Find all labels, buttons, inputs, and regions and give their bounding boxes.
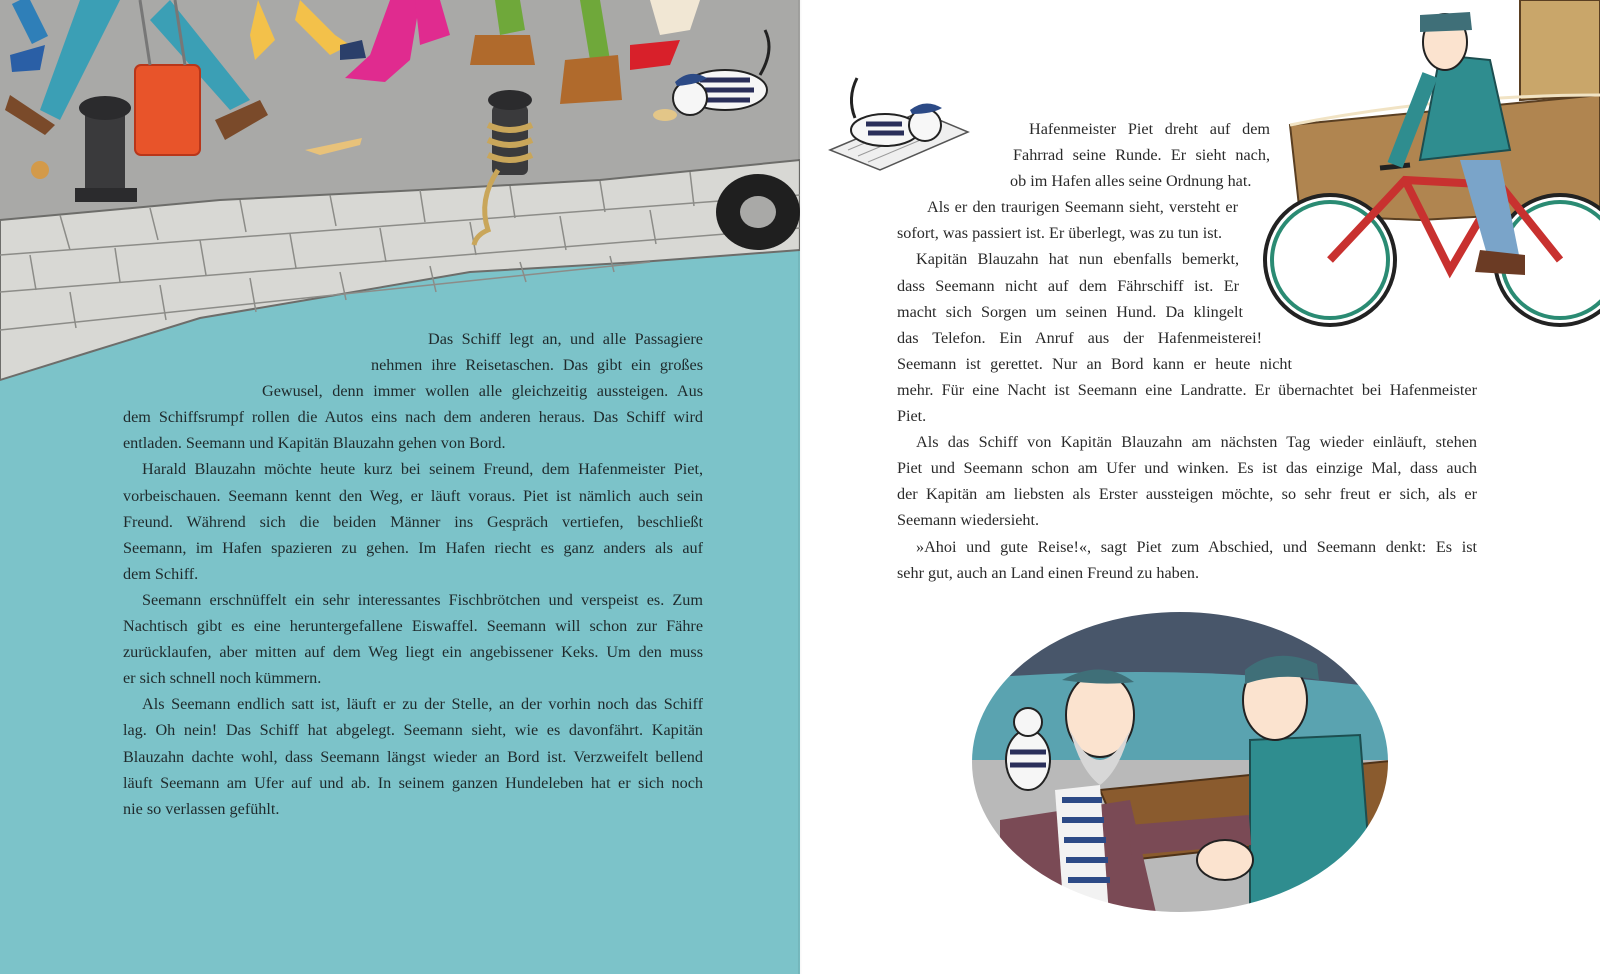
text-line: er sich schnell noch kümmern. (123, 669, 322, 688)
paragraph-4 (897, 429, 1477, 533)
text-line: das Telefon. Ein Anruf aus der Hafenmeisterei! (897, 328, 1262, 347)
text-line: Als er den traurigen Seemann sieht, versteht er (927, 198, 1238, 217)
text-line: Harald Blauzahn möchte heute kurz bei seinem Freund, dem Hafenmeister Piet, (142, 460, 703, 479)
text-line: lag. Oh nein! Das Schiff hat abgelegt. Seemann sieht, wie es davonfährt. Kapitän (123, 721, 703, 740)
text-line: nehmen ihre Reisetaschen. Das gibt ein großes (371, 356, 703, 375)
text-line: dem Schiff. (123, 564, 199, 583)
text-line: Seemann ist gerettet. Nur an Bord kann er heute nicht (897, 354, 1292, 373)
paragraph-4 (123, 691, 703, 821)
text-line: Seemann, im Hafen spazieren zu gehen. Im Hafen riecht es ganz anders als auf (123, 538, 703, 557)
text-line: mehr. Für eine Nacht ist Seemann eine Landratte. Er übernachtet bei Hafenmeister (897, 380, 1477, 399)
text-line: Als Seemann endlich satt ist, läuft er zu der Stelle, an der vorhin noch das Schiff (142, 695, 703, 714)
paragraph-1 (897, 116, 1477, 194)
text-line: der Kapitän am liebsten als Erster aussteigen möchte, so sehr freut er sich, als er (897, 485, 1477, 504)
text-line: Seemann wiedersieht. (897, 511, 1040, 530)
text-line: Blauzahn dachte wohl, dass Seemann längst wieder an Bord ist. Verzweifelt bellend (123, 747, 703, 766)
text-line: »Ahoi und gute Reise!«, sagt Piet zum Abschied, und Seemann denkt: Es ist (916, 537, 1477, 556)
text-line: Als das Schiff von Kapitän Blauzahn am nächsten Tag wieder einläuft, stehen (916, 433, 1477, 452)
paragraph-3 (897, 246, 1477, 429)
text-line: Gewusel, denn immer wollen alle gleichzeitig aussteigen. Aus (262, 382, 703, 401)
text-line: vorbeischauen. Seemann kennt den Weg, er läuft voraus. Piet ist nämlich auch sein (123, 486, 703, 505)
story-text-right (897, 116, 1477, 586)
text-line: Fahrrad seine Runde. Er sieht nach, (1013, 146, 1270, 165)
text-line: macht sich Sorgen um seinen Hund. Da klingelt (897, 302, 1243, 321)
text-line: Nachtisch gibt es eine heruntergefallene Eiswaffel. Seemann will schon zur Fähre (123, 617, 703, 636)
paragraph-5 (897, 534, 1477, 586)
text-line: Das Schiff legt an, und alle Passagiere (428, 330, 703, 348)
text-line: Piet. (897, 407, 927, 426)
paragraph-2 (123, 456, 703, 586)
book-gutter (798, 0, 802, 974)
text-line: sehr gut, auch an Land einen Freund zu haben. (897, 563, 1200, 582)
fender-tyre (716, 174, 800, 250)
text-line: zurücklaufen, aber mitten auf dem Weg liegt ein angebissener Keks. Um den muss (123, 643, 703, 662)
text-line: Hafenmeister Piet dreht auf dem (1029, 120, 1270, 138)
text-line: sofort, was passiert ist. Er überlegt, was zu tun ist. (897, 224, 1223, 243)
text-line: ob im Hafen alles seine Ordnung hat. (1010, 172, 1252, 191)
text-line: Seemann erschnüffelt ein sehr interessantes Fischbrötchen und verspeist es. Zum (142, 590, 703, 609)
paragraph-2 (897, 194, 1477, 246)
text-line: dass Seemann nicht auf dem Fährschiff ist. Er (897, 276, 1239, 295)
text-line: dem Schiffsrumpf rollen die Autos eins nach dem anderen heraus. Das Schiff wird (123, 408, 703, 427)
text-line: entladen. Seemann und Kapitän Blauzahn gehen von Bord. (123, 434, 506, 453)
text-line: Freund. Während sich die beiden Männer ins Gespräch vertiefen, beschließt (123, 512, 703, 531)
text-line: Kapitän Blauzahn hat nun ebenfalls bemerkt, (916, 250, 1239, 269)
text-line: Piet und Seemann schon am Ufer und winken. Es ist das einzige Mal, dass auch (897, 459, 1477, 478)
story-text-left (123, 326, 703, 822)
text-line: läuft Seemann am Ufer auf und ab. In seinem ganzen Hundeleben hat er sich noch (123, 773, 703, 792)
right-page (800, 0, 1600, 974)
text-line: nie so verlassen gefühlt. (123, 799, 280, 818)
paragraph-1 (123, 326, 703, 456)
paragraph-3 (123, 587, 703, 691)
handshake-scene (960, 600, 1400, 930)
